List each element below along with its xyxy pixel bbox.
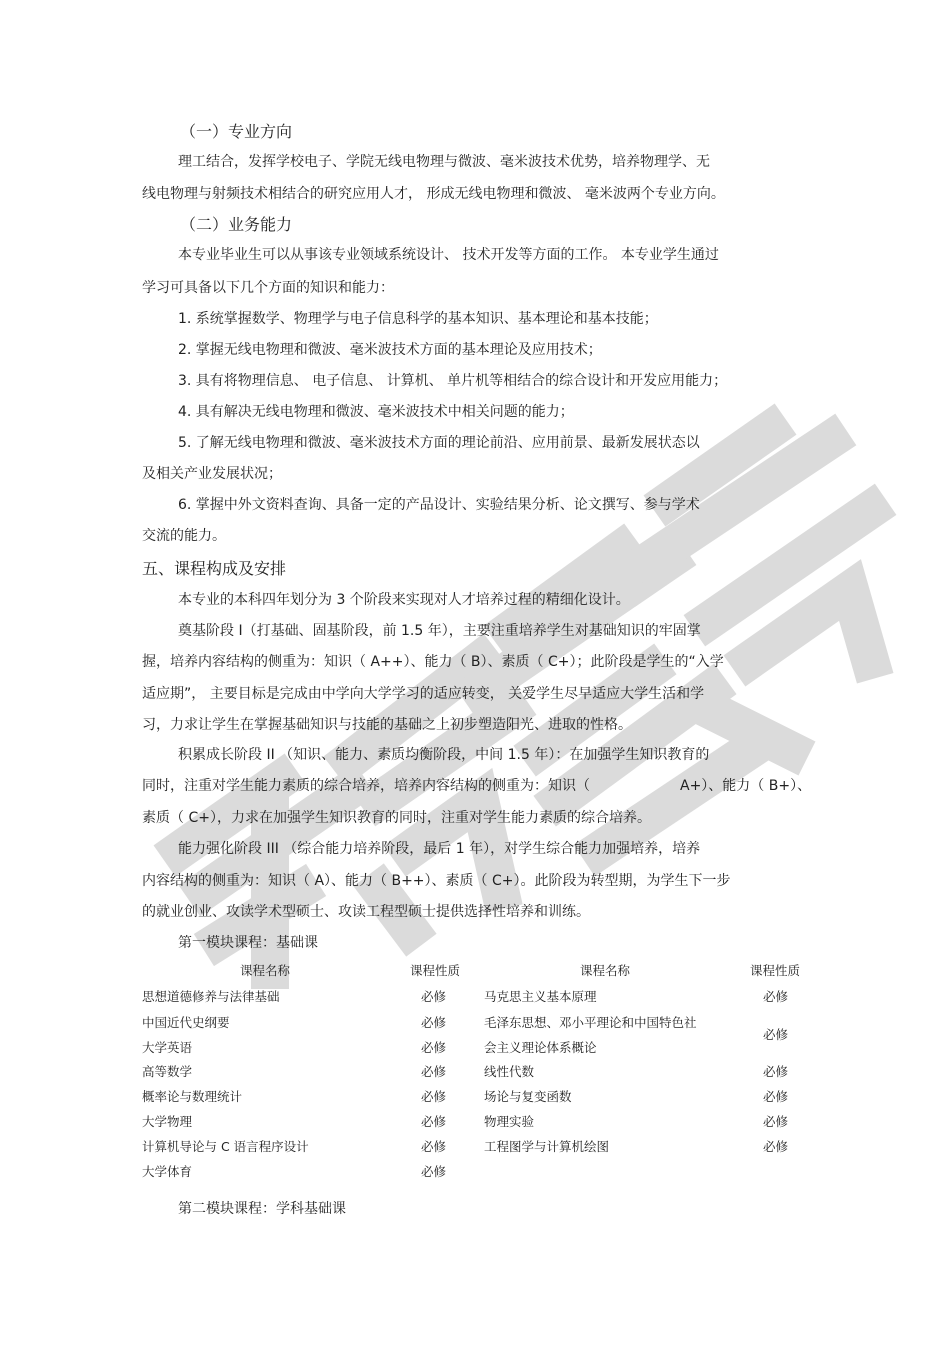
list-item: 交流的能力。: [142, 528, 226, 544]
paragraph-line: 本专业毕业生可以从事该专业领域系统设计、 技术开发等方面的工作。 本专业学生通过: [178, 247, 719, 263]
table-cell: 物理实验: [484, 1114, 535, 1129]
table-cell: 必修: [421, 1089, 447, 1104]
paragraph-line: 奠基阶段 I（打基础、固基阶段，前 1.5 年），主要注重培养学生对基础知识的牢固掌: [178, 623, 701, 639]
table-cell: 必修: [421, 1139, 447, 1154]
table-header: 课程性质: [409, 963, 460, 978]
paragraph-line: 素质（ C+），力求在加强学生知识教育的同时，注重对学生能力素质的综合培养。: [142, 810, 651, 826]
table-cell: 必修: [763, 1064, 789, 1079]
table-cell: 必修: [421, 1040, 447, 1055]
table-cell: 大学英语: [142, 1040, 193, 1055]
table-cell: 大学物理: [142, 1114, 193, 1129]
table-cell: 必修: [421, 1114, 447, 1129]
table-cell: 场论与复变函数: [484, 1089, 572, 1104]
list-item: 5. 了解无线电物理和微波、毫米波技术方面的理论前沿、应用前景、最新发展状态以: [178, 435, 700, 451]
table-cell: 大学体育: [142, 1164, 193, 1179]
table-cell: 必修: [421, 1164, 447, 1179]
list-item: 4. 具有解决无线电物理和微波、毫米波技术中相关问题的能力；: [178, 404, 574, 420]
table-cell: 必修: [763, 1027, 789, 1042]
paragraph-line: 学习可具备以下几个方面的知识和能力：: [142, 280, 394, 296]
table-cell: 计算机导论与 C 语言程序设计: [142, 1139, 309, 1154]
table-cell: 必修: [421, 1015, 447, 1030]
list-item: 及相关产业发展状况；: [142, 466, 282, 482]
section-title-courses: 五、课程构成及安排: [142, 559, 287, 578]
module-title: 第一模块课程：基础课: [178, 935, 318, 951]
paragraph-line: 的就业创业、攻读学术型硕士、攻读工程型硕士提供选择性培养和训练。: [142, 904, 590, 920]
list-item: 1. 系统掌握数学、物理学与电子信息科学的基本知识、基本理论和基本技能；: [178, 311, 658, 327]
paragraph-line: 同时，注重对学生能力素质的综合培养，培养内容结构的侧重为：知识（: [142, 778, 590, 794]
paragraph-line: 适应期”， 主要目标是完成由中学向大学学习的适应转变， 关爱学生尽早适应大学生活和学: [142, 686, 705, 702]
list-item: 6. 掌握中外文资料查询、具备一定的产品设计、实验结果分析、论文撰写、参与学术: [178, 497, 700, 513]
table-cell: 必修: [763, 1114, 789, 1129]
section-title-direction: （一）专业方向: [180, 122, 293, 141]
table-cell: 思想道德修养与法律基础: [142, 989, 280, 1004]
table-cell: 马克思主义基本原理: [484, 989, 597, 1004]
paragraph-line: 能力强化阶段 III （综合能力培养阶段，最后 1 年），对学生综合能力加强培养，培养: [178, 841, 701, 857]
list-item: 3. 具有将物理信息、 电子信息、 计算机、 单片机等相结合的综合设计和开发应用能力；: [178, 373, 728, 389]
paragraph-line: 理工结合，发挥学校电子、学院无线电物理与微波、毫米波技术优势，培养物理学、无: [178, 154, 710, 170]
table-cell: 必修: [763, 1089, 789, 1104]
table-cell: 线性代数: [484, 1064, 535, 1079]
list-item: 2. 掌握无线电物理和微波、毫米波技术方面的基本理论及应用技术；: [178, 342, 602, 358]
table-cell: 中国近代史纲要: [142, 1015, 230, 1030]
section-title-ability: （二）业务能力: [180, 215, 293, 234]
table-header: 课程性质: [749, 963, 800, 978]
paragraph-line: 线电物理与射频技术相结合的研究应用人才， 形成无线电物理和微波、 毫米波两个专业方向。: [142, 186, 725, 202]
paragraph-line: 握，培养内容结构的侧重为：知识（ A++）、能力（ B）、素质（ C+）；此阶段是学生的“入学: [142, 654, 724, 670]
module-title: 第二模块课程：学科基础课: [178, 1201, 346, 1217]
table-cell: 概率论与数理统计: [142, 1089, 243, 1104]
table-cell: 会主义理论体系概论: [484, 1040, 597, 1055]
table-cell: 必修: [763, 989, 789, 1004]
table-cell: 工程图学与计算机绘图: [484, 1139, 610, 1154]
paragraph-line: 本专业的本科四年划分为 3 个阶段来实现对人才培养过程的精细化设计。: [178, 592, 630, 608]
paragraph-line: A+）、能力（ B+）、: [680, 778, 812, 794]
table-header: 课程名称: [579, 963, 630, 978]
paragraph-line: 习，力求让学生在掌握基础知识与技能的基础之上初步塑造阳光、进取的性格。: [142, 717, 632, 733]
paragraph-line: 积累成长阶段 II （知识、能力、素质均衡阶段，中间 1.5 年）：在加强学生知识教育的: [178, 747, 710, 763]
table-header: 课程名称: [239, 963, 290, 978]
table-cell: 毛泽东思想、邓小平理论和中国特色社: [484, 1015, 697, 1030]
paragraph-line: 内容结构的侧重为：知识（ A）、能力（ B++）、素质（ C+）。此阶段为转型期，为学生下一步: [142, 873, 731, 889]
table-cell: 高等数学: [142, 1064, 193, 1079]
table-cell: 必修: [421, 989, 447, 1004]
table-cell: 必修: [421, 1064, 447, 1079]
table-cell: 必修: [763, 1139, 789, 1154]
